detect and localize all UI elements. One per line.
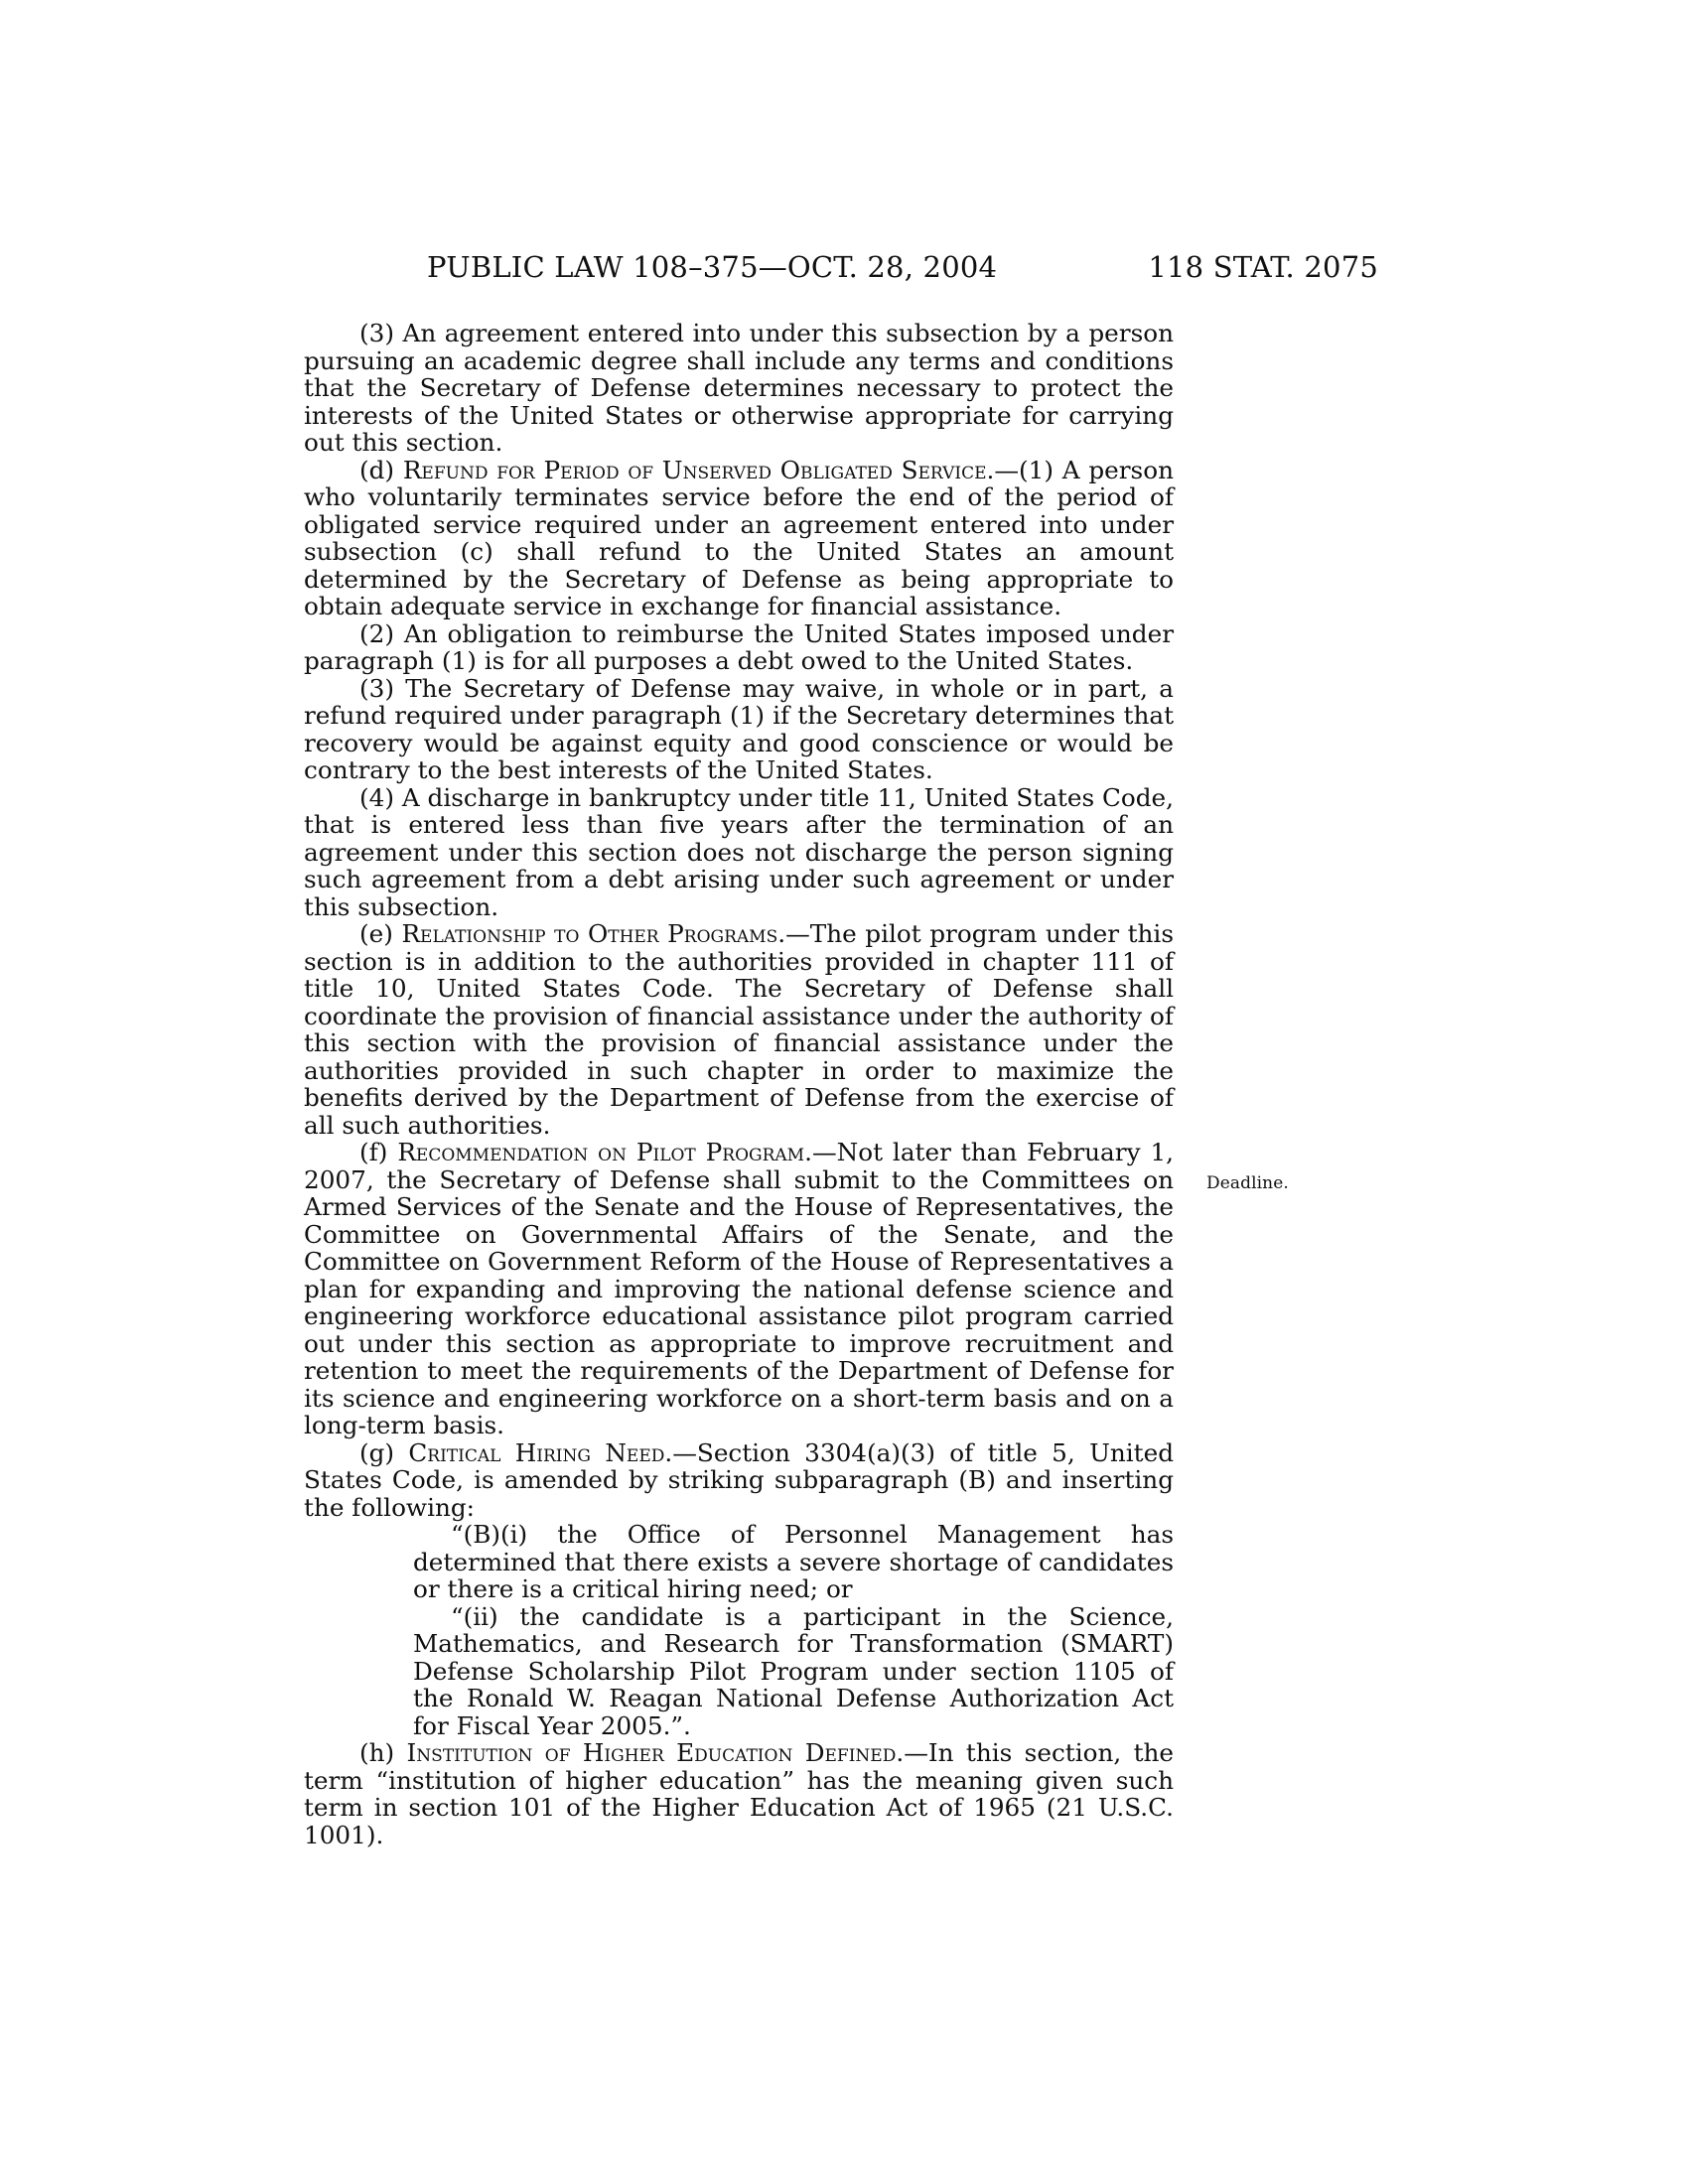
quoted-text-ii: “(ii) the candidate is a participant in the Science, Mathematics, and Research for Transformation (SMART) Defense Scholarship Pilot Program under section 1105 of the Ronald W. Reagan National Defense Authorization Act for Fiscal Year 2005.”. [413, 1601, 1174, 1740]
section-label: (g) [359, 1437, 409, 1467]
paragraph-d2: (2) An obligation to reimburse the United States imposed under paragraph (1) is for all purposes a debt owed to the United States. [304, 618, 1174, 675]
quoted-text-b-i: “(B)(i) the Office of Personnel Management has determined that there exists a severe shortage of candidates or there is a critical hiring need; or [413, 1520, 1174, 1603]
section-heading: Institution of Higher Education Defined [406, 1738, 897, 1767]
paragraph-h [304, 1739, 1174, 1848]
paragraph-c3: (3) An agreement entered into under this subsection by a person pursuing an academic degree shall include any terms and conditions that the Secretary of Defense determines necessary to protect the interests of the United States or otherwise appropriate for carrying out this section. [304, 319, 1174, 457]
paragraph-d4: (4) A discharge in bankruptcy under title 11, United States Code, that is entered less than five years after the termination of an agreement under this section does not discharge the person signing such agreement from a debt arising under such agreement or under this subsection. [304, 782, 1174, 921]
paragraph-e [304, 920, 1174, 1139]
section-heading: Relationship to Other Programs [401, 919, 778, 948]
body-text [304, 320, 1174, 1848]
paragraph-d [304, 457, 1174, 620]
paragraph-f [304, 1139, 1174, 1439]
section-label: (h) [359, 1738, 407, 1767]
law-title: PUBLIC LAW 108–375—OCT. 28, 2004 [427, 250, 998, 284]
section-text: .—Section 3304(a)(3) of title 5, United States Code, is amended by striking subparagraph (B) and inserting the following: [304, 1437, 1174, 1522]
margin-note-deadline: Deadline. [1206, 1173, 1289, 1193]
section-text: .—In this section, the term “institution of higher education” has the meaning given such term in section 101 of the Higher Education Act of 1965 (21 U.S.C. 1001). [304, 1738, 1175, 1849]
stat-citation: 118 STAT. 2075 [1148, 250, 1378, 284]
paragraph-d3: (3) The Secretary of Defense may waive, in whole or in part, a refund required under paragraph (1) if the Secretary determines that recovery would be against equity and good conscience or would be contrary to the best interests of the United States. [304, 673, 1174, 784]
section-heading: Recommendation on Pilot Program [397, 1138, 805, 1166]
section-text: .—Not later than February 1, 2007, the Secretary of Defense shall submit to the Committees on Armed Services of the Senate and the House of Representatives, the Committee on Governmental Affairs of the Senate, and the Committee on Government Reform of the House of Representatives a plan for expanding and improving the national defense science and engineering workforce educational assistance pilot program carried out under this section as appropriate to improve recruitment and retention to meet the requirements of the Department of Defense for its science and engineering workforce on a short-term basis and on a long-term basis. [304, 1138, 1174, 1439]
section-heading: Critical Hiring Need [408, 1437, 665, 1467]
paragraph-g [304, 1439, 1174, 1522]
section-text: .—The pilot program under this section is in addition to the authorities provided in chapter 111 of title 10, United States Code. The Secretary of Defense shall coordinate the provision of financial assistance under the authority of this section with the provision of financial assistance under the authorities provided in such chapter in order to maximize the benefits derived by the Department of Defense from the exercise of all such authorities. [304, 919, 1174, 1140]
section-label: (d) [359, 455, 403, 484]
section-heading: Refund for Period of Unserved Obligated Service [402, 455, 987, 484]
section-label: (e) [359, 919, 402, 948]
page-header [427, 250, 1378, 290]
section-text: .—(1) A person who voluntarily terminates service before the end of the period of obligated service required under an agreement entered into under subsection (c) shall refund to the United States an amount determined by the Secretary of Defense as being appropriate to obtain adequate service in exchange for financial assistance. [304, 455, 1174, 620]
section-label: (f) [359, 1138, 398, 1166]
